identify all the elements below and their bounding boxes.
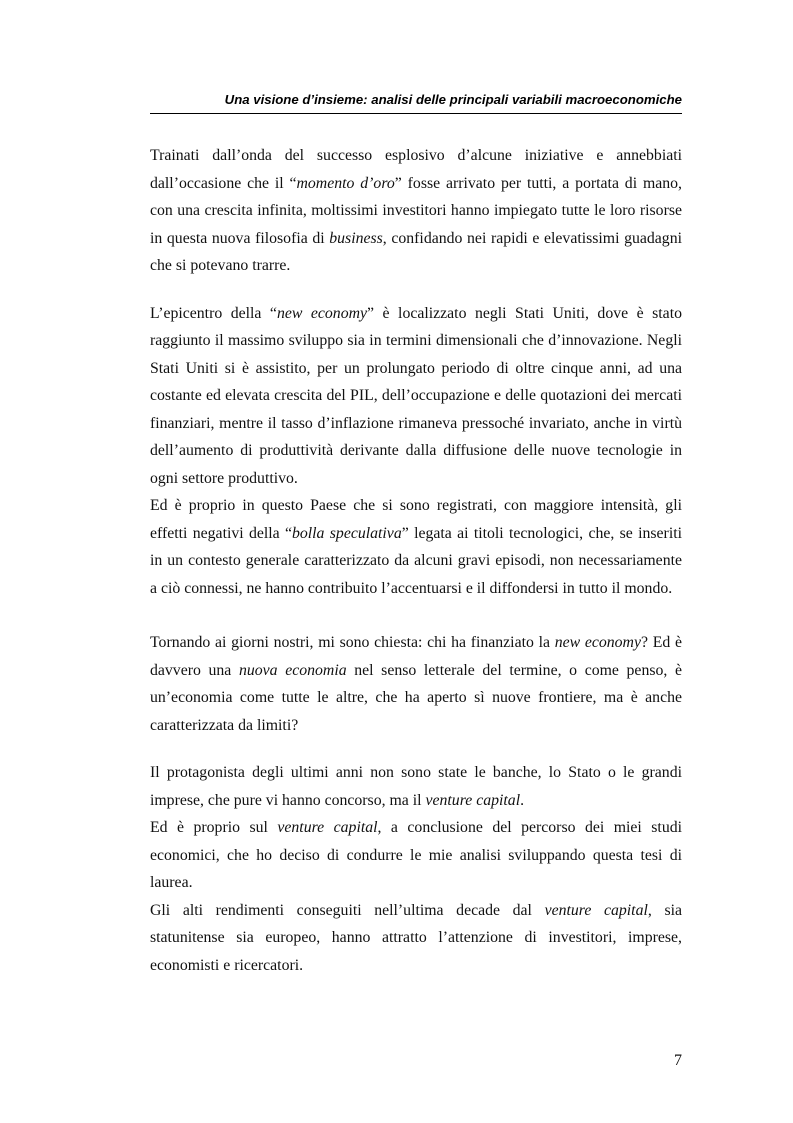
text-run: Gli alti rendimenti conseguiti nell’ultima decade dal — [150, 901, 545, 919]
paragraph — [150, 759, 682, 814]
italic-run: venture capital — [425, 791, 521, 809]
italic-run: business — [329, 229, 383, 247]
text-run: ” è localizzato negli Stati Uniti, dove è stato raggiunto il massimo sviluppo sia in termini dimensionali che d’innovazione. Negli Stati Uniti si è assistito, per un prolungato periodo di oltre cinque anni, ad una costante ed elevata crescita del PIL, dell’occupazione e delle quotazioni dei mercati finanziari, mentre il tasso d’inflazione rimaneva pressoché invariato, anche in virtù dell’aumento di produttività derivante dalla diffusione delle nuove tecnologie in ogni settore produttivo. — [150, 304, 682, 487]
text-run: Ed è proprio in questo Paese che si sono registrati, con maggiore intensità, gli effetti negativi della “ — [150, 497, 682, 542]
text-run: Trainati dall’onda del successo esplosivo d’alcune iniziative e annebbiati dall’occasione che il “ — [150, 147, 682, 192]
text-run: nel senso letterale del termine, o come penso, è un’economia come tutte le altre, che ha aperto sì nuove frontiere, ma è anche caratterizzata da limiti? — [150, 661, 682, 734]
text-run: . — [520, 791, 525, 809]
text-run: , a conclusione del percorso dei miei studi economici, che ho deciso di condurre le mie analisi sviluppando questa tesi di laurea. — [150, 819, 683, 891]
paragraph — [150, 629, 682, 739]
text-run: ” fosse arrivato per tutti, a portata di mano, con una crescita infinita, moltissimi investitori hanno impiegato tutte le loro risorse in questa nuova filosofia di — [150, 174, 682, 247]
italic-run: momento d’oro — [296, 174, 395, 192]
paragraph — [150, 492, 682, 602]
text-run: Il protagonista degli ultimi anni non sono state le banche, lo Stato o le grandi imprese, che pure vi hanno concorso, ma il — [150, 764, 682, 809]
text-run: ” legata ai titoli tecnologici, che, se inseriti in un contesto generale caratterizzato da alcuni gravi episodi, non necessariamente a ciò connessi, ne hanno contribuito l’accentuarsi e il diffondersi in tutto il mondo. — [150, 524, 682, 597]
paragraph — [150, 300, 682, 493]
text-run: , sia statunitense sia europeo, hanno attratto l’attenzione di investitori, imprese, economisti e ricercatori. — [150, 901, 683, 974]
paragraph — [150, 814, 682, 897]
body-text — [150, 142, 682, 979]
paragraph — [150, 897, 682, 980]
paragraph — [150, 142, 682, 280]
text-run: Ed è proprio sul — [150, 819, 278, 836]
text-run: , confidando nei rapidi e elevatissimi guadagni che si potevano trarre. — [150, 229, 682, 274]
italic-run: new economy — [276, 304, 368, 322]
text-run: Tornando ai giorni nostri, mi sono chiesta: chi ha finanziato la — [150, 634, 555, 651]
italic-run: venture capital — [277, 819, 378, 836]
text-run: ? Ed è davvero una — [150, 634, 682, 679]
italic-run: new economy — [554, 634, 641, 651]
italic-run: nuova economia — [238, 661, 347, 679]
page-number: 7 — [674, 1052, 682, 1069]
header-rule — [150, 113, 682, 114]
running-header: Una visione d’insieme: analisi delle principali variabili macroeconomiche — [224, 92, 682, 107]
text-run: L’epicentro della “ — [150, 304, 277, 322]
italic-run: venture capital — [544, 901, 648, 919]
italic-run: bolla speculativa — [291, 524, 402, 542]
